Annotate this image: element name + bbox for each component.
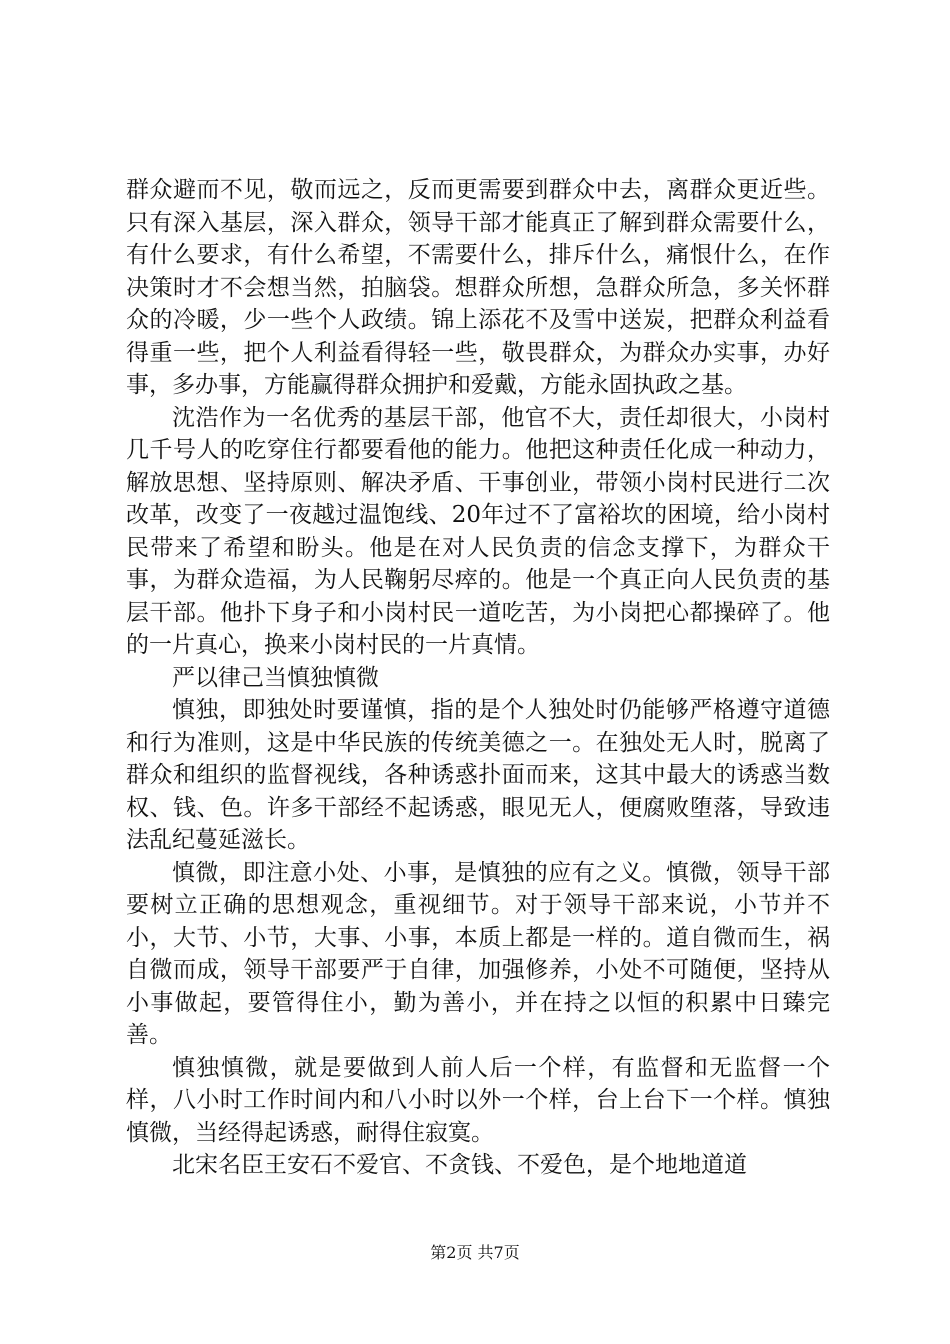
section-heading: 严以律己当慎独慎微 [172,664,379,691]
paragraph-3: 慎独，即独处时要谨慎，指的是个人独处时仍能够严格遵守道德和行为准则，这是中华民族的传统美德之一。在独处无人时，脱离了群众和组织的监督视线，各种诱惑扑面而来，这其中最大的诱惑当数权、钱、色。许多干部经不起诱惑，眼见无人，便腐败堕落，导致违法乱纪蔓延滋长。 [126,697,830,853]
paragraph-1: 群众避而不见，敬而远之，反而更需要到群众中去，离群众更近些。只有深入基层，深入群众，领导干部才能真正了解到群众需要什么，有什么要求，有什么希望，不需要什么，排斥什么，痛恨什么，在作决策时才不会想当然，拍脑袋。想群众所想，急群众所急，多关怀群众的冷暖，少一些个人政绩。锦上添花不及雪中送炭，把群众利益看得重一些，把个人利益看得轻一些，敬畏群众，为群众办实事，办好事，多办事，方能赢得群众拥护和爱戴，方能永固执政之基。 [126,177,830,398]
paragraph-4: 慎微，即注意小处、小事，是慎独的应有之义。慎微，领导干部要树立正确的思想观念，重视细节。对于领导干部来说，小节并不小，大节、小节，大事、小事，本质上都是一样的。道自微而生，祸自微而成，领导干部要严于自律，加强修养，小处不可随便，坚持从小事做起，要管得住小，勤为善小，并在持之以恒的积累中日臻完善。 [126,859,830,1048]
document-body [126,174,830,1182]
paragraph-5: 慎独慎微，就是要做到人前人后一个样，有监督和无监督一个样，八小时工作时间内和八小时以外一个样，台上台下一个样。慎独慎微，当经得起诱惑，耐得住寂寞。 [126,1054,830,1146]
paragraph-6: 北宋名臣王安石不爱官、不贪钱、不爱色，是个地地道道 [172,1152,747,1178]
page-number-footer: 第2页 共7页 [430,1243,520,1262]
paragraph-2: 沈浩作为一名优秀的基层干部，他官不大，责任却很大，小岗村几千号人的吃穿住行都要看他的能力。他把这种责任化成一种动力，解放思想、坚持原则、解决矛盾、干事创业，带领小岗村民进行二次改革，改变了一夜越过温饱线、20年过不了富裕坎的困境，给小岗村民带来了希望和盼头。他是在对人民负责的信念支撑下，为群众干事，为群众造福，为人民鞠躬尽瘁的。他是一个真正向人民负责的基层干部。他扑下身子和小岗村民一道吃苦，为小岗把心都操碎了。他的一片真心，换来小岗村民的一片真情。 [126,404,830,658]
